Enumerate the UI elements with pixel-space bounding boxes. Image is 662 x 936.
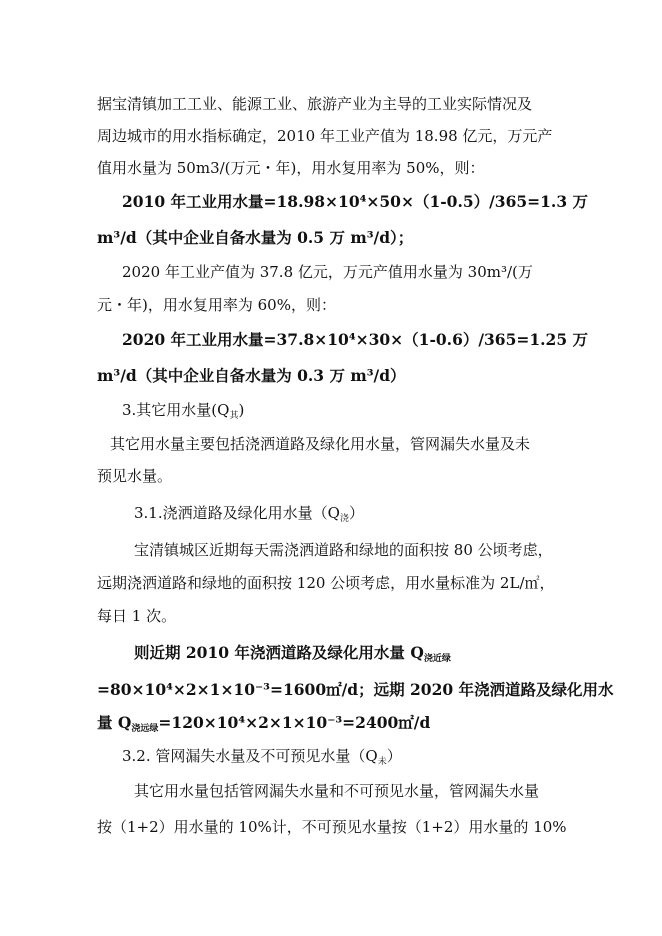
section-heading: 3.1.浇洒道路及绿化用水量$(Q_浇)$ bbox=[134, 504, 364, 524]
text-line: 元・年)，用水复用率为 60%，则： bbox=[97, 296, 336, 314]
text-line: 据宝清镇加工工业、能源工业、旅游产业为主导的工业实际情况及 bbox=[97, 95, 533, 113]
text-line: 值用水量为 50m3/(万元・年)，用水复用率为 50%，则： bbox=[97, 159, 485, 177]
section-heading: 3.2. 管网漏失水量及不可预见水量$(Q_未)$ bbox=[122, 747, 402, 767]
formula-line: 量 $Q_{浇远绿}=120\times 10^4\times 2\times 1\times 10^{-3}=2400㎡/d$ bbox=[97, 713, 431, 734]
text-line: 每日 1 次。 bbox=[97, 607, 177, 625]
text-line: 宝清镇城区近期每天需浇洒道路和绿地的面积按 80 公顷考虑， bbox=[134, 541, 553, 559]
formula-line: 则近期 2010 年浇洒道路及绿化用水量 $Q_{浇近绿}$ bbox=[134, 643, 451, 664]
formula-2010-line: 2010 年工业用水量=18.98×10⁴×50×（1-0.5）/365=1.3 万 bbox=[122, 192, 588, 211]
section-heading: 3.其它用水量$(Q_其)$ bbox=[122, 401, 245, 421]
formula-2020-line: m³/d（其中企业自备水量为 0.3 万 m³/d） bbox=[97, 366, 406, 385]
text-line: 2020 年工业产值为 37.8 亿元，万元产值用水量为 30m³/(万 bbox=[122, 263, 533, 281]
formula-line: =80×10⁴×2×1×10⁻³=1600㎡/d；远期 2020 年浇洒道路及绿化用水 bbox=[97, 680, 614, 699]
text-line: 预见水量。 bbox=[97, 467, 173, 485]
text-line: 其它用水量包括管网漏失水量和不可预见水量，管网漏失水量 bbox=[134, 782, 540, 800]
formula-2010-line: m³/d（其中企业自备水量为 0.5 万 m³/d）； bbox=[97, 228, 414, 247]
formula-2020-line: 2020 年工业用水量=37.8×10⁴×30×（1-0.6）/365=1.25 万 bbox=[122, 330, 588, 349]
text-line: 远期浇洒道路和绿地的面积按 120 公顷考虑，用水量标准为 2L/㎡， bbox=[97, 574, 555, 592]
text-line: 按（1+2）用水量的 10%计，不可预见水量按（1+2）用水量的 10% bbox=[97, 818, 567, 836]
text-line: 其它用水量主要包括浇洒道路及绿化用水量，管网漏失水量及未 bbox=[110, 435, 531, 453]
text-line: 周边城市的用水指标确定，2010 年工业产值为 18.98 亿元，万元产 bbox=[97, 127, 553, 145]
